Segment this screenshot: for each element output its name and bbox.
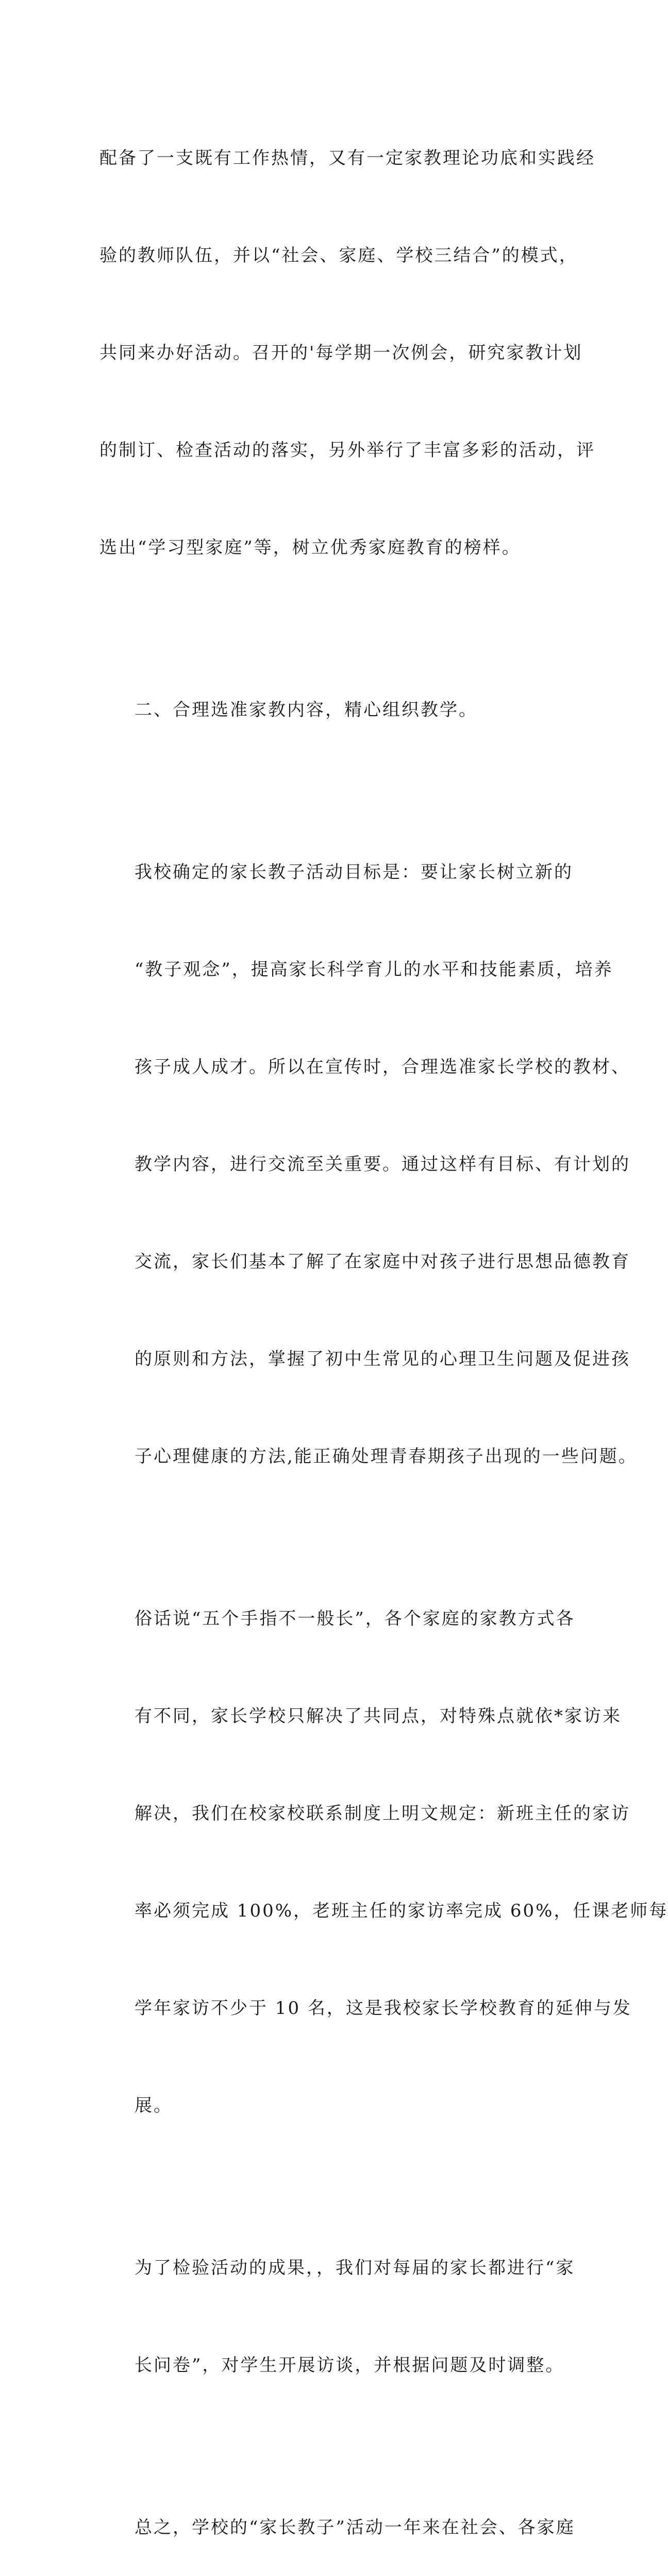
text-line: “教子观念”，提高家长科学育儿的水平和技能素质，培养 xyxy=(135,959,613,980)
text-line: 验的教师队伍，并以“社会、家庭、学校三结合”的模式， xyxy=(99,245,578,266)
text-line: 孩子成人成才。所以在宣传时，合理选准家长学校的教材、 xyxy=(135,1057,630,1077)
text-line: 俗话说“五个手指不一般长”，各个家庭的家教方式各 xyxy=(135,1608,575,1629)
text-line: 交流，家长们基本了解了在家庭中对孩子进行思想品德教育 xyxy=(135,1251,630,1272)
text-line: 选出“学习型家庭”等，树立优秀家庭教育的榜样。 xyxy=(99,537,521,558)
text-line: 总之，学校的“家长教子”活动一年来在社会、各家庭 xyxy=(135,2517,575,2538)
text-line: 配备了一支既有工作热情，又有一定家教理论功底和实践经 xyxy=(99,148,595,168)
paragraph-5 xyxy=(99,2187,575,2447)
text-line: 有不同，家长学校只解决了共同点，对特殊点就依*家访来 xyxy=(135,1706,622,1726)
text-line: 解决，我们在校家校联系制度上明文规定：新班主任的家访 xyxy=(135,1803,630,1824)
paragraph-4 xyxy=(99,1538,668,2187)
text-line: 展。 xyxy=(135,2095,173,2116)
text-line: 我校确定的家长教子活动目标是：要让家长树立新的 xyxy=(135,862,573,883)
paragraph-3 xyxy=(99,791,638,1538)
paragraph-1 xyxy=(99,77,595,629)
text-line: 率必须完成 100%，老班主任的家访率完成 60%，任课老师每 xyxy=(135,1901,668,1921)
text-line: 子心理健康的方法,能正确处理青春期孩子出现的一些问题。 xyxy=(135,1446,638,1467)
paragraph-6 xyxy=(99,2447,575,2576)
text-line: 学年家访不少于 10 名，这是我校家长学校教育的延伸与发 xyxy=(135,1998,632,2019)
text-line: 二、合理选准家教内容，精心组织教学。 xyxy=(135,700,478,720)
text-line: 的制订、检查活动的落实，另外举行了丰富多彩的活动，评 xyxy=(99,440,595,461)
text-line: 教学内容，进行交流至关重要。通过这样有目标、有计划的 xyxy=(135,1154,630,1175)
document-body xyxy=(99,77,668,2576)
section-heading xyxy=(99,629,553,791)
text-line: 为了检验活动的成果，，我们对每届的家长都进行“家 xyxy=(135,2258,575,2278)
text-line: 长问卷”，对学生开展访谈，并根据问题及时调整。 xyxy=(135,2355,565,2376)
text-line: 的原则和方法，掌握了初中生常见的心理卫生问题及促进孩 xyxy=(135,1349,630,1369)
text-line: 共同来办好活动。召开的'每学期一次例会，研究家教计划 xyxy=(99,343,583,363)
